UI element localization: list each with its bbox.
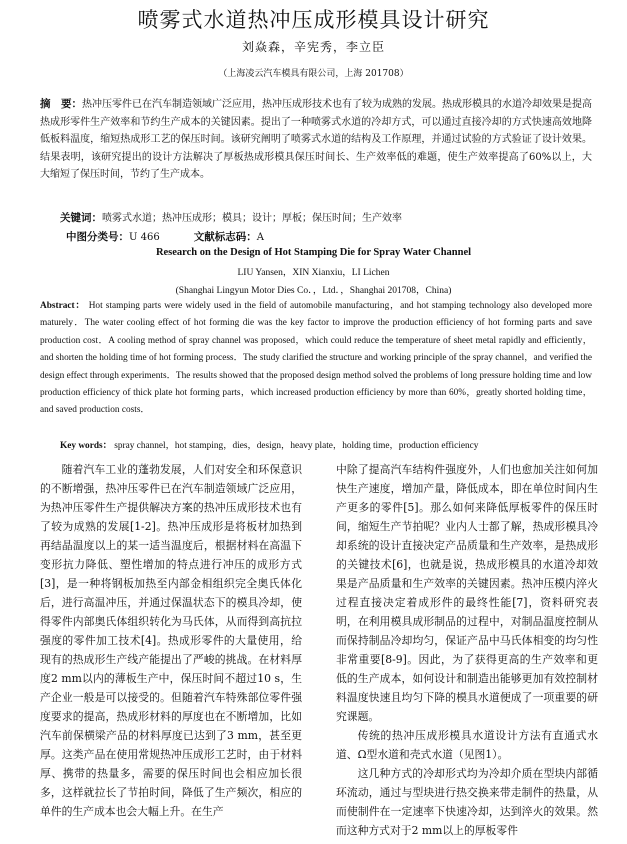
body-column-left <box>40 460 302 821</box>
doc-code-label: 文献标志码： <box>193 231 257 243</box>
body-paragraph: 中除了提高汽车结构件强度外，人们也愈加关注如何加快生产速度，增加产量，降低成本，即在单位时间内生产更多的零件[5]。那么如何来降低厚板零件的保压时间，缩短生产节拍呢？业内人士都了解，热成形模具冷却系统的设计直接决定产品质量和生产效率，是热成形的关键技术[6]，也就是说，热成形模具的水道冷却效果是产品质量和生产效率的关键因素。热冲压模内淬火过程直接决定着成形件的最终性能[7]，资料研究表明，在利用模具成形制品的过程中，对制品温度控制从而保持制品冷却均匀，保证产品中马氏体相变的均匀性非常重要[8-9]。因此，为了获得更高的生产效率和更低的生产成本，如何设计和制造出能够更加有效控制材料温度快速且均匀下降的模具水道便成了一项重要的研究课题。 <box>336 463 598 723</box>
abstract-en <box>40 298 592 420</box>
body-paragraph: 随着汽车工业的蓬勃发展，人们对安全和环保意识的不断增强，热冲压零件已在汽车制造领域广泛应用，为热冲压零件生产提供解决方案的热冲压成形技术也有了较为成熟的发展[1-2]。热冲压成形是将板材加热到再结晶温度以上的某一适当温度后，根据材料在高温下变形抗力降低、塑性增加的特点进行冲压的成形方式[3]，是一种将钢板加热至内部金相组织完全奥氏体化后，进行高温冲压，并通过保温状态下的模具冷却，使得零件内部奥氏体组织转化为马氏体，从而得到高抗拉强度的零件加工技术[4]。热成形零件的大量使用，给现有的热成形生产线产能提出了严峻的挑战。在材料厚度2 mm以内的薄板生产中，保压时间不超过10 s，生产企业一般是可以接受的。但随着汽车特殊部位零件强度要求的提高，热成形材料的厚度也在不断增加，比如汽车前保横梁产品的材料厚度已达到了3 mm，甚至更厚。这类产品在使用常规热冲压成形工艺时，由于材料厚、携带的热量多，需要的保压时间也会相应加长很多，这样就拉长了节拍时间，降低了生产频次，相应的单件的生产成本也会大幅上升。在生产 <box>40 463 302 818</box>
clc-label: 中图分类号： <box>66 231 129 243</box>
keywords-en-label: Key words： <box>60 441 112 451</box>
classification-line <box>66 229 606 244</box>
keywords-cn-label: 关键词： <box>60 212 102 224</box>
body-paragraph: 这几种方式的冷却形式均为冷却介质在型块内部循环流动，通过与型块进行热交换来带走制件的热量，从而使制件在一定速率下快速冷却，达到淬火的效果。然而这种方式对于2 mm以上的厚板零件 <box>336 767 598 837</box>
affiliation: （上海凌云汽车模具有限公司，上海 201708） <box>218 69 409 79</box>
body-column-right <box>336 460 598 840</box>
paper-title: 喷雾式水道热冲压成形模具设计研究 <box>137 8 490 32</box>
english-title: Research on the Design of Hot Stamping Die for Spray Water Channel <box>155 247 472 258</box>
abstract-en-label: Abstract： <box>40 301 86 311</box>
abstract-cn-text: 热冲压零件已在汽车制造领域广泛应用，热冲压成形技术也有了较为成熟的发展。热成形模具的水道冷却效果是提高热成形零件生产效率和节约生产成本的关键因素。提出了一种喷雾式水道的冷却方式，可以通过直接冷却的方式快速高效地降低板料温度，缩短热成形工艺的保压时间。该研究阐明了喷雾式水道的结构及工作原理，并通过试验的方式验证了设计效果。结果表明，该研究提出的设计方法解决了厚板热成形模具保压时间长、生产效率低的难题，使生产效率提高了60%以上，大大缩短了保压时间，节约了生产成本。 <box>40 99 592 181</box>
keywords-en <box>60 437 600 451</box>
clc-value: U 466 <box>129 232 160 243</box>
keywords-en-text: spray channel，hot stamping，dies，design，heavy plate，holding time，production efficiency <box>114 441 479 451</box>
abstract-cn-label: 摘 要： <box>40 98 82 110</box>
body-paragraph: 传统的热冲压成形模具水道设计方法有直通式水道、Ω型水道和壳式水道（见图1）。 <box>336 729 598 761</box>
keywords-cn <box>60 209 600 225</box>
doc-code-value: A <box>256 232 264 243</box>
english-affiliation: (Shanghai Lingyun Motor Dies Co．，Ltd．，Shanghai 201708，China) <box>175 286 452 296</box>
english-authors: LIU Yansen，XIN Xianxiu，LI Lichen <box>237 268 390 278</box>
authors: 刘焱森，辛宪秀，李立臣 <box>241 40 385 54</box>
abstract-en-text: Hot stamping parts were widely used in the field of automobile manufacturing，and hot stamping technology also developed more maturely．The water cooling effect of hot forming die was the key factor to improve the production efficiency of hot forming parts and save production cost．A cooling method of spray channel was proposed，which could reduce the temperature of sheet metal rapidly and efficiently，and shorten the holding time of hot forming process．The study clarified the structure and working principle of the spray channel，and verified the design effect through experiments．The results showed that the proposed design method solved the problems of long pressure holding time and low production efficiency of thick plate hot forming parts，which increased production efficiency by more than 60%，greatly shorted holding time，and saved production costs． <box>40 301 592 416</box>
abstract-cn <box>40 96 592 184</box>
keywords-cn-text: 喷雾式水道；热冲压成形；模具；设计；厚板；保压时间；生产效率 <box>102 213 402 224</box>
